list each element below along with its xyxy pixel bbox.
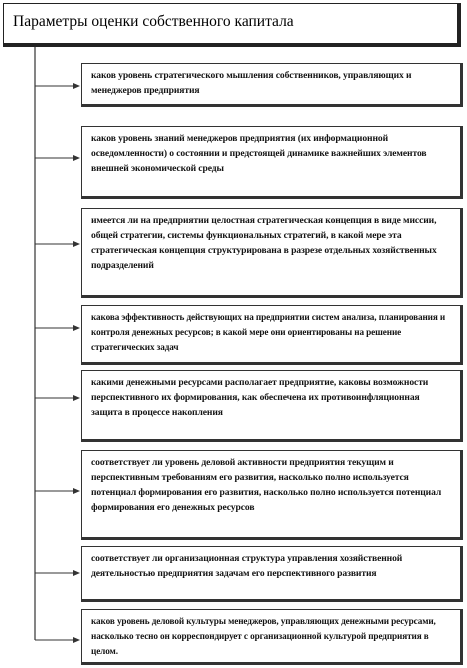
parameter-box-5 (81, 370, 463, 442)
parameter-box-1 (81, 63, 463, 107)
branch-arrow-4 (35, 325, 80, 331)
parameter-text: каков уровень знаний менеджеров предприятия (их информационной осведомленности) о состоянии и предстоящей динамике важнейших элементов внешней экономической среды (91, 133, 427, 174)
branch-arrow-2 (35, 155, 80, 161)
parameter-text: соответствует ли уровень деловой активности предприятия текущим и перспективным требованиям его развития, насколько полно используется потенциал формирования его развития, насколько полно используется потенциал формирования его денежных ресурсов (91, 457, 442, 513)
parameter-text: какова эффективность действующих на предприятии систем анализа, планирования и контроля денежных ресурсов; в какой мере они ориентированы на решение стратегических задач (91, 312, 446, 352)
parameter-box-7 (81, 546, 463, 602)
branch-arrow-3 (35, 241, 80, 247)
branch-arrow-7 (35, 570, 80, 576)
parameter-box-4 (81, 305, 463, 365)
branch-arrow-5 (35, 395, 80, 401)
diagram-title: Параметры оценки собственного капитала (13, 13, 294, 30)
parameter-text: каков уровень деловой культуры менеджеров, управляющих денежными ресурсами, насколько тесно он корреспондирует с организационной культурой предприятия в целом. (91, 616, 436, 656)
parameter-box-2 (81, 126, 463, 199)
branch-arrow-6 (35, 488, 80, 494)
parameter-box-3 (81, 208, 463, 298)
title-box (3, 3, 461, 47)
parameter-text: каков уровень стратегического мышления собственников, управляющих и менеджеров предприятия (91, 70, 412, 96)
parameter-box-6 (81, 450, 463, 540)
branch-arrow-1 (35, 83, 80, 89)
branch-arrow-8 (35, 637, 80, 643)
parameter-box-8 (81, 609, 463, 665)
parameter-text: имеется ли на предприятии целостная стратегическая концепция в виде миссии, общей стратегии, системы функциональных стратегий, в какой мере эта стратегическая концепция структурирована в разрезе отдельных хозяйственных подразделений (91, 215, 437, 271)
parameter-text: соответствует ли организационная структура управления хозяйственной деятельностью предприятия задачам его перспективного развития (91, 553, 403, 579)
parameter-text: какими денежными ресурсами располагает предприятие, каковы возможности перспективного их формирования, как обеспечена их противоинфляционная защита в процессе накопления (91, 377, 429, 418)
